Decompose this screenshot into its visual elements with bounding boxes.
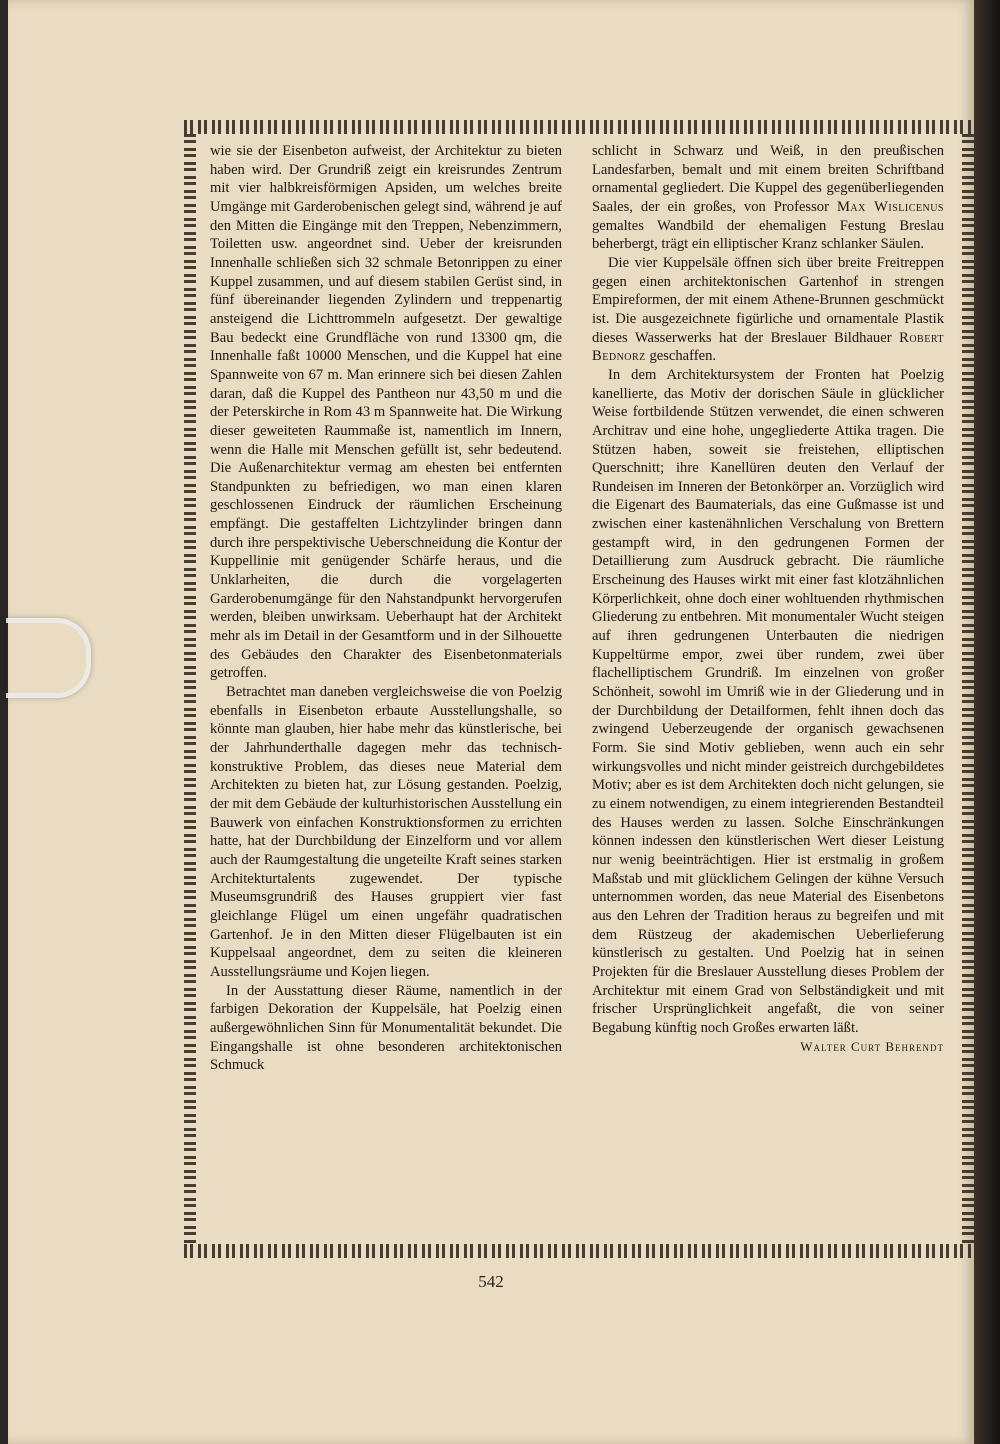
text-run: Die vier Kuppelsäle öffnen sich über breite Freitreppen gegen einen architektonischen Gartenhof in strengen Empireformen, der mit einem Athene-Brunnen geschmückt ist. Die ausgezeichnete figürliche und ornamentale Plastik dieses Wasserwerks hat der Breslauer Bildhauer [592,254,944,346]
author-signature: Walter Curt Behrendt [800,1038,944,1054]
paragraph: Betrachtet man daneben vergleichsweise die von Poelzig ebenfalls in Eisenbeton erbaute Ausstellungshalle, so könnte man glauben, hier habe mehr das künstlerische, bei der Jahrhunderthalle dagegen mehr das technisch-konstruktive Problem, das dieses neue Material dem Architekten zu bieten hat, zur Lösung gestanden. Poelzig, der mit dem Gebäude der kulturhistorischen Ausstellung ein Bauwerk von einfachen Konstruktionsformen zu errichten hatte, hat der Durchbildung der Einzelform und vor allem auch der Raumgestaltung die ungeteilte Kraft seines starken Architekturtalents zugewendet. Der typische Museumsgrundriß des Hauses gruppiert vier fast gleichlange Flügel um einen ungefähr quadratischen Gartenhof. Je in den Mitten dieser Flügelbauten ist ein Kuppelsaal angeordnet, dem zu seiten die kleineren Ausstellungsräume und Kojen liegen. [210,684,562,980]
text-run: geschaffen. [649,348,717,365]
page-number: 542 [478,1272,504,1291]
text-run: gemaltes Wandbild der ehemaligen Festung Breslau beherbergt, trägt ein elliptischer Kranz schlanker Säulen. [592,217,944,253]
text-run: In dem Architektursystem der Fronten hat Poelzig kanellierte, das Motiv der dorischen Säule in glücklicher Weise fortbildende Stützen verwendet, die einen schweren Architrav und eine hohe, ungegliederte Attika tragen. Die Stützen haben, soweit sie freistehen, elliptischen Querschnitt; ihre Kanellüren deuten den Verlauf der Rundeisen im Inneren der Betonkörper an. Vorzüglich wird die Eigenart des Baumaterials, das eine Gußmasse ist und zwischen einer kastenähnlichen Verschalung von Brettern gestampft wird, in den gedrungenen Formen der Detaillierung zum Ausdruck gebracht. Die räumliche Erscheinung des Hauses wirkt mit einer fast klotzähnlichen Körperlichkeit, ohne doch einer wohltuenden rhythmischen Gliederung zu entbehren. Mit monumentaler Wucht steigen auf ihren gedrungenen Unterbauten die niedrigen Kuppeltürme empor, zwei über rundem, zwei über flachelliptischem Grundriß. Im einzelnen von großer Schönheit, sowohl im Umriß wie in der Gliederung und in der Durchbildung der Detailformen, fehlt ihnen doch das zwingend Ueberzeugende der organisch gewachsenen Form. Sie sind Motiv geblieben, wenn auch ein sehr wirkungsvolles und nicht minder geistreich durchgebildetes Motiv; aber es ist dem Architekten doch nicht gelungen, sie zu einem notwendigen, zu einem integrierenden Bestandteil des Hauses werden zu lassen. Solche Einschränkungen können indessen den künstlerischen Wert dieser Leistung nur wenig beeinträchtigen. Hier ist erstmalig in großem Maßstab und mit glücklichem Gelingen der kühne Versuch unternommen worden, das neue Material des Eisenbetons aus den Lehren der Tradition heraus zu begreifen und mit dem Rüstzeug der akademischen Ueberlieferung künstlerisch zu gestalten. Und Poelzig hat in seinen Projekten für die Breslauer Ausstellung dieses Problem der Architektur mit einem Grad von Selbständigkeit und mit frischer Ursprünglichkeit angefaßt, die von seiner Begabung künftig noch Großes erwarten läßt. [592,366,944,1036]
text-column-left [210,142,562,1240]
book-page [8,0,974,1444]
paragraph: wie sie der Eisenbeton aufweist, der Architektur zu bieten haben wird. Der Grundriß zeigt ein kreisrundes Zentrum mit vier halbkreisförmigen Apsiden, um welches breite Umgänge mit Garderobenischen gelegt sind, während je auf den Mitten die Eingänge mit den Treppen, Nebenzimmern, Toiletten usw. angeordnet sind. Ueber der kreisrunden Innenhalle schließen sich 32 schmale Betonrippen zu einer Kuppel zusammen, und auf diesem stabilen Gerüst sind, in fünf übereinander liegenden Zylindern und treppenartig ansteigend die Lichttrommeln aufgesetzt. Der gewaltige Bau bedeckt eine Grundfläche von rund 13300 qm, die Innenhalle faßt 10000 Menschen, und die Kuppel hat eine Spannweite von 67 m. Man erinnere sich bei diesen Zahlen daran, daß die Kuppel des Pantheon nur 43,50 m und die der Peterskirche in Rom 43 m Spannweite hat. Die Wirkung dieser geweiteten Raummaße ist, namentlich im Innern, wenn die Halle mit Menschen gefüllt ist, sehr bedeutend. Die Außenarchitektur vermag am ehesten bei entfernten Standpunkten zu befriedigen, wo man einen klaren geschlossenen Eindruck der räumlichen Erscheinung empfängt. Die gestaffelten Lichtzylinder bringen dann durch ihre perspektivische Ueberschneidung die Kontur der Kuppellinie mit genügender Schärfe heraus, und die Unklarheiten, die durch die vorgelagerten Garderobenumgänge für den Nahstandpunkt hervorgerufen werden, bleiben unwirksam. Ueberhaupt hat der Architekt mehr als im Detail in der Gesamtform und in der Silhouette des Gebäudes den Charakter des Eisenbetonmaterials getroffen. [210,143,562,682]
ornament-border-right [962,134,974,1244]
paragraph [592,254,944,366]
ornament-border-top [184,120,974,134]
page-clip [6,618,91,698]
person-name: Max Wislicenus [836,198,944,215]
ornamental-frame [184,120,974,1258]
person-name: Robert Bednorz [592,329,944,365]
ornament-border-left [184,134,196,1244]
paragraph: In der Ausstattung dieser Räume, namentlich in der farbigen Dekoration der Kuppelsäle, hat Poelzig einen außergewöhnlichen Sinn für Monumentalität bekundet. Die Eingangshalle ist ohne besonderen architektonischen Schmuck [210,982,562,1074]
paragraph [592,142,944,254]
ornament-border-bottom [184,1244,974,1258]
paragraph [592,366,944,1054]
book-edge [974,0,1000,1444]
text-run: schlicht in Schwarz und Weiß, in den preußischen Landesfarben, bemalt und mit einem breiten Schriftband ornamental gegliedert. Die Kuppel des gegenüberliegenden Saales, der ein großes, von Professor [592,143,944,215]
text-column-right [592,142,944,1240]
